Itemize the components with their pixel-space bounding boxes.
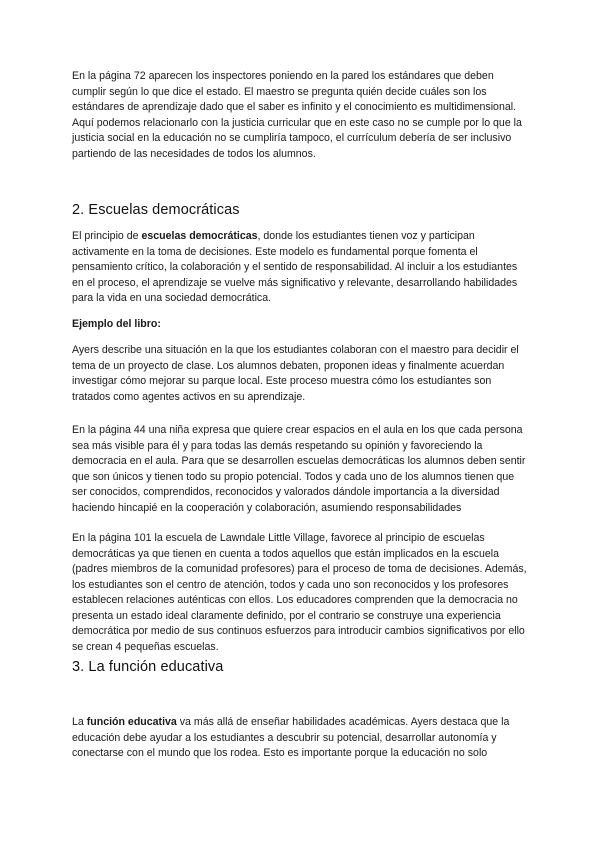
paragraph-page-101: En la página 101 la escuela de Lawndale Little Village, favorece al principio de escuelas democráticas ya que tienen en cuenta a todos aquellos que están implicados en la escuela (padres miembros de la comunidad profesores) para el proceso de toma de decisiones. Además, los estudiantes son el centro de atención, todos y cada uno son reconocidos y los profesores establecen relaciones auténticas con ellos. Los educadores comprenden que la democracia no presenta un estado ideal claramente definido, por el contrario se construye una experiencia democrática por medio de sus continuos esfuerzos para introducir cambios significativos por ello se crean 4 pequeñas escuelas.	[72, 532, 527, 653]
paragraph-page-44: En la página 44 una niña expresa que quiere crear espacios en el aula en los que cada persona sea más visible para él y para todas las demás respetando su opinión y favoreciendo la democracia en el aula. Para que se desarrollen escuelas democráticas los alumnos deben sentir que son únicos y tienen todo su propio potencial. Todos y cada uno de los alumnos tienen que ser conocidos, comprendidos, reconocidos y valorados dándole importancia a la diversidad haciendo hincapié en la cooperación y colaboración, asumiendo responsabilidades	[72, 424, 526, 514]
bold-term-escuelas-democraticas: escuelas democráticas	[141, 230, 258, 242]
text-run: va más allá de enseñar habilidades académicas. Ayers destaca que la educación debe ayudar a los estudiantes a descubrir su potencial, desarrollar autonomía y conectarse con el mundo que los rodea. Esto es importante porque la educación no solo	[72, 716, 510, 759]
paragraph-funcion-educativa	[72, 715, 530, 762]
heading-funcion-educativa: 3. La función educativa	[72, 659, 224, 675]
text-run: , donde los estudiantes tienen voz y participan activamente en la toma de decisiones. Este modelo es fundamental porque fomenta el pensamiento crítico, la colaboración y el sentido de responsabilidad. Al incluir a los estudiantes en el proceso, el aprendizaje se vuelve más significativo y relevante, desarrollando habilidades para la vida en una sociedad democrática.	[72, 230, 518, 304]
text-run: La	[72, 716, 87, 728]
paragraph-ayers-example: Ayers describe una situación en la que los estudiantes colaboran con el maestro para decidir el tema de un proyecto de clase. Los alumnos debaten, proponen ideas y finalmente acuerdan investigar cómo mejorar su parque local. Este proceso muestra cómo los estudiantes son tratados como agentes activos en su aprendizaje.	[72, 344, 519, 403]
paragraph-inspectors: En la página 72 aparecen los inspectores poniendo en la pared los estándares que deben cumplir según lo que dice el estado. El maestro se pregunta quién decide cuáles son los estándares de aprendizaje dado que el saber es infinito y el conocimiento es multidimensional. Aquí podemos relacionarlo con la justicia curricular que en este caso no se cumple por lo que la justicia social en la educación no se cumpliría tampoco, el currículum debería de ser inclusivo partiendo de las necesidades de todos los alumnos.	[72, 70, 522, 160]
bold-term-funcion-educativa: función educativa	[86, 716, 177, 728]
text-run: El principio de	[72, 230, 142, 242]
heading-escuelas-democraticas: 2. Escuelas democráticas	[72, 202, 240, 218]
subheading-ejemplo-del-libro: Ejemplo del libro:	[72, 318, 161, 330]
paragraph-escuelas-democraticas	[72, 229, 530, 307]
